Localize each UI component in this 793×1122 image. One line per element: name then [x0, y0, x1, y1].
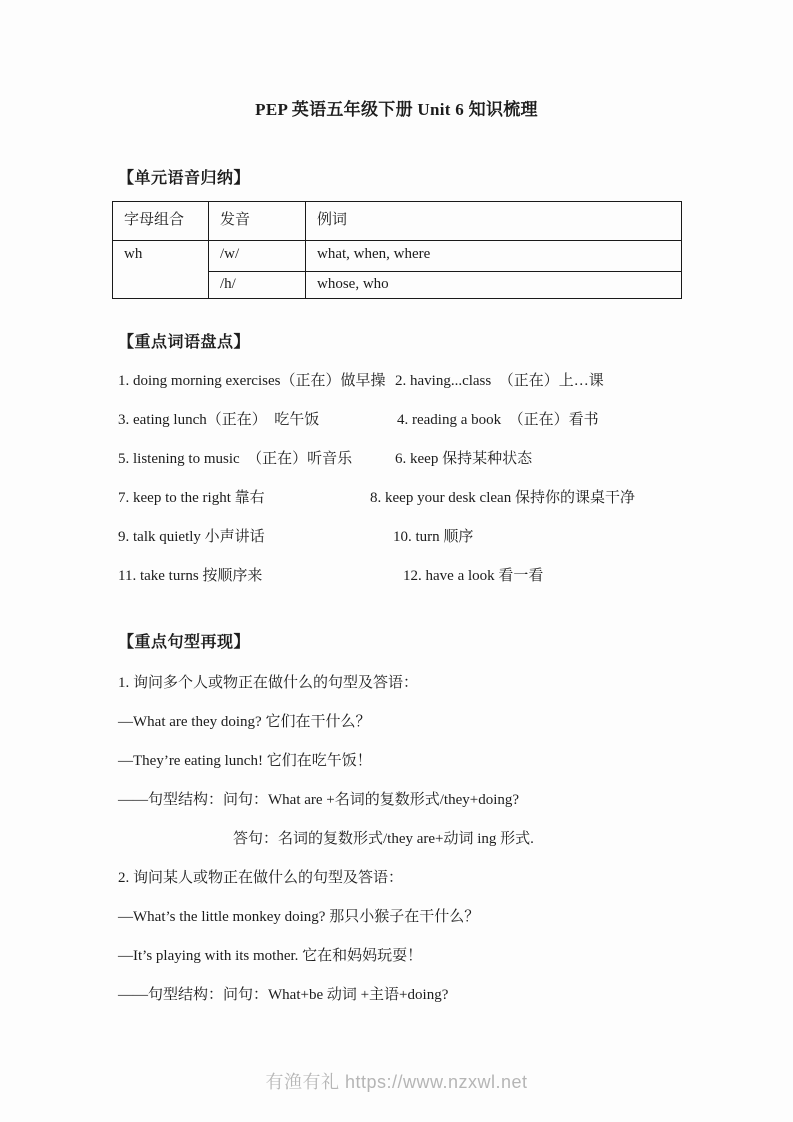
vocab-item: 4. reading a book （正在）看书 [397, 412, 599, 428]
sentence-line: 2. 询问某人或物正在做什么的句型及答语： [118, 870, 404, 886]
sentence-line: 1. 询问多个人或物正在做什么的句型及答语： [118, 675, 419, 691]
phonics-table [112, 201, 682, 299]
vocab-row [118, 372, 718, 411]
sentence-line: —What are they doing? 它们在干什么？ [118, 714, 371, 730]
cell-letter-combo: wh [113, 241, 209, 299]
vocab-item: 6. keep 保持某种状态 [395, 451, 533, 467]
section-heading-phonics: 【单元语音归纳】 [118, 170, 251, 187]
sentence-list [118, 674, 738, 1025]
vocab-item: 7. keep to the right 靠右 [118, 490, 265, 506]
page-footer [0, 1068, 793, 1094]
sentence-line: ——句型结构：问句：What+be 动词 +主语+doing? [118, 987, 449, 1003]
section-heading-key-words: 【重点词语盘点】 [118, 334, 251, 351]
vocab-item: 8. keep your desk clean 保持你的课桌干净 [370, 490, 635, 506]
sentence-line: —It’s playing with its mother. 它在和妈妈玩耍！ [118, 948, 423, 964]
vocab-row [118, 489, 718, 528]
vocab-item: 12. have a look 看一看 [403, 568, 544, 584]
cell-sound-h: /h/ [209, 272, 306, 299]
footer-watermark-text: 有渔有礼 https://www.nzxwl.net [265, 1072, 528, 1092]
vocab-row [118, 450, 718, 489]
header-cell-sound: 发音 [209, 202, 306, 241]
document-title: PEP 英语五年级下册 Unit 6 知识梳理 [255, 100, 538, 119]
vocab-row [118, 411, 718, 450]
cell-examples-h: whose, who [306, 272, 682, 299]
sentence-line: —They’re eating lunch! 它们在吃午饭！ [118, 753, 372, 769]
sentence-line: —What’s the little monkey doing? 那只小猴子在干什么？ [118, 909, 480, 925]
phonics-table-row [113, 241, 682, 272]
sentence-line: 答句：名词的复数形式/they are+动词 ing 形式. [233, 831, 534, 847]
cell-sound-w: /w/ [209, 241, 306, 272]
header-cell-letter-combo: 字母组合 [113, 202, 209, 241]
sentence-line: ——句型结构：问句：What are +名词的复数形式/they+doing? [118, 792, 520, 808]
vocab-row [118, 567, 718, 606]
vocab-item: 2. having...class （正在）上…课 [395, 373, 604, 389]
header-cell-examples: 例词 [306, 202, 682, 241]
phonics-table-header-row [113, 202, 682, 241]
vocab-item: 3. eating lunch（正在） 吃午饭 [118, 412, 320, 428]
vocab-row [118, 528, 718, 567]
vocab-item: 5. listening to music （正在）听音乐 [118, 451, 353, 467]
section-heading-key-sentences: 【重点句型再现】 [118, 634, 251, 651]
vocab-item: 9. talk quietly 小声讲话 [118, 529, 265, 545]
vocab-item: 11. take turns 按顺序来 [118, 568, 263, 584]
vocab-item: 10. turn 顺序 [393, 529, 474, 545]
cell-examples-w: what, when, where [306, 241, 682, 272]
vocab-list [118, 372, 718, 606]
vocab-item: 1. doing morning exercises（正在）做早操 [118, 373, 386, 389]
